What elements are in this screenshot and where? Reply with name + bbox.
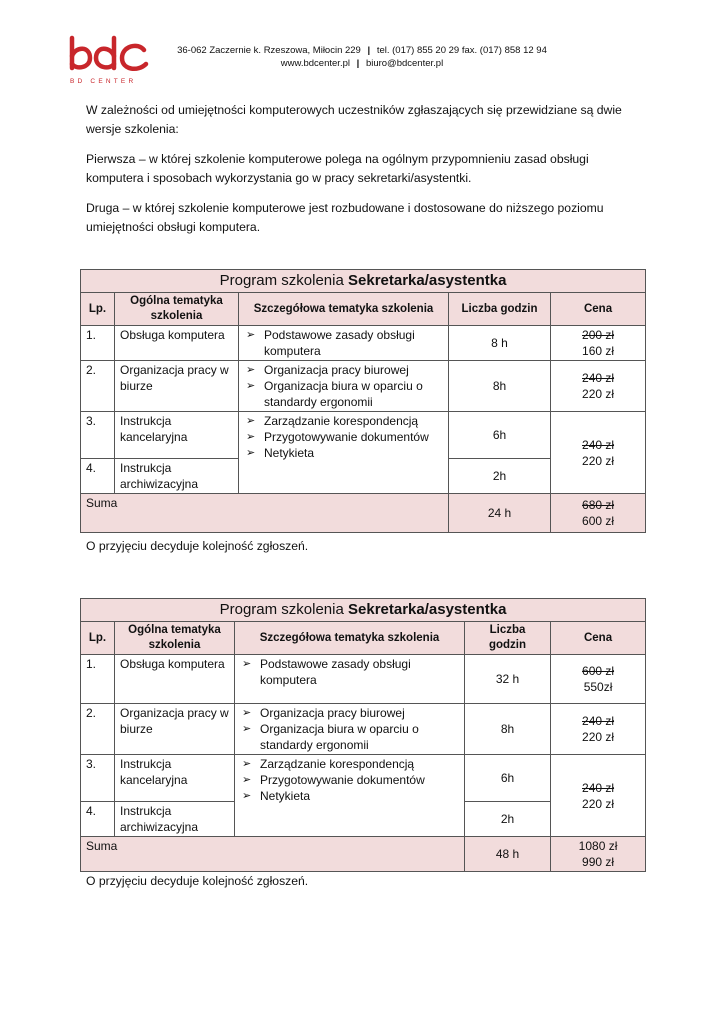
row-general: Instrukcja archiwizacyjna	[115, 802, 235, 837]
sum-hours: 48 h	[465, 837, 551, 872]
row-hours: 2h	[465, 802, 551, 837]
detail-item: ➢ Zarządzanie korespondencją	[240, 756, 459, 772]
table1-note: O przyjęciu decyduje kolejność zgłoszeń.	[86, 539, 309, 553]
header-general: Ogólna tematyka szkolenia	[115, 293, 239, 326]
row-price	[551, 361, 646, 412]
row-details	[235, 755, 465, 837]
new-price: 220 zł	[582, 796, 615, 811]
row-general: Obsługa komputera	[115, 326, 239, 361]
table-row	[81, 326, 646, 361]
header-lp: Lp.	[81, 293, 115, 326]
row-general: Organizacja pracy w biurze	[115, 704, 235, 755]
row-general: Instrukcja kancelaryjna	[115, 755, 235, 802]
row-lp: 3.	[81, 412, 115, 459]
row-lp: 2.	[81, 361, 115, 412]
row-lp: 1.	[81, 326, 115, 361]
separator: |	[367, 45, 371, 56]
row-price	[551, 755, 646, 837]
detail-item: ➢ Przygotowywanie dokumentów	[244, 429, 443, 445]
table-title: Program szkolenia Sekretarka/asystentka	[81, 270, 646, 293]
logo-subtitle: BD CENTER	[70, 78, 137, 85]
company-address: 36-062 Zaczernie k. Rzeszowa, Miłocin 229	[177, 45, 361, 56]
row-general: Obsługa komputera	[115, 655, 235, 704]
company-contact	[162, 44, 562, 70]
program-table-1	[80, 269, 646, 533]
row-hours: 6h	[465, 755, 551, 802]
bdc-logo-mark	[68, 34, 152, 76]
table-row	[81, 755, 646, 802]
row-details	[239, 326, 449, 361]
detail-item: ➢ Organizacja pracy biurowej	[240, 705, 459, 721]
row-hours: 8h	[465, 704, 551, 755]
sum-row	[81, 494, 646, 533]
header-detailed: Szczegółowa tematyka szkolenia	[235, 622, 465, 655]
header-price: Cena	[551, 622, 646, 655]
row-price	[551, 704, 646, 755]
detail-item: ➢ Organizacja biura w oparciu o standardy ergonomii	[244, 378, 443, 410]
old-price: 240 zł	[582, 437, 615, 452]
row-hours: 2h	[449, 459, 551, 494]
old-price: 200 zł	[582, 328, 615, 342]
header-hours: Liczba godzin	[449, 293, 551, 326]
row-price	[551, 655, 646, 704]
detail-item: ➢ Podstawowe zasady obsługi komputera	[244, 327, 443, 359]
sum-label: Suma	[81, 494, 449, 533]
table-row	[81, 704, 646, 755]
new-price: 600 zł	[582, 514, 615, 528]
row-details	[235, 704, 465, 755]
detail-item: ➢ Przygotowywanie dokumentów	[240, 772, 459, 788]
sum-label: Suma	[81, 837, 465, 872]
detail-item: ➢ Podstawowe zasady obsługi komputera	[240, 656, 459, 688]
table-title: Program szkolenia Sekretarka/asystentka	[81, 599, 646, 622]
header-hours: Liczba godzin	[465, 622, 551, 655]
intro-text	[86, 101, 646, 248]
row-lp: 4.	[81, 802, 115, 837]
contact-line-1	[162, 44, 562, 57]
detail-item: ➢ Netykieta	[240, 788, 459, 804]
sum-price-line-2: 990 zł	[582, 855, 615, 869]
new-price: 220 zł	[582, 387, 615, 401]
row-general: Instrukcja archiwizacyjna	[115, 459, 239, 494]
row-details	[239, 412, 449, 494]
header-detailed: Szczegółowa tematyka szkolenia	[239, 293, 449, 326]
detail-item: ➢ Netykieta	[244, 445, 443, 461]
new-price: 220 zł	[582, 453, 615, 468]
new-price: 550zł	[583, 680, 613, 694]
bd-center-logo	[68, 34, 152, 88]
row-general: Organizacja pracy w biurze	[115, 361, 239, 412]
detail-item: ➢ Organizacja biura w oparciu o standardy ergonomii	[240, 721, 459, 753]
sum-price	[551, 837, 646, 872]
old-price: 240 zł	[582, 371, 615, 385]
new-price: 220 zł	[582, 730, 615, 744]
contact-line-2	[162, 57, 562, 70]
old-price: 240 zł	[582, 780, 615, 795]
sum-row	[81, 837, 646, 872]
row-hours: 6h	[449, 412, 551, 459]
sum-hours: 24 h	[449, 494, 551, 533]
company-phone: tel. (017) 855 20 29 fax. (017) 858 12 94	[376, 45, 547, 56]
header-lp: Lp.	[81, 622, 115, 655]
row-price	[551, 412, 646, 494]
header-price: Cena	[551, 293, 646, 326]
row-lp: 3.	[81, 755, 115, 802]
table-row	[81, 361, 646, 412]
old-price: 600 zł	[582, 664, 615, 678]
detail-item: ➢ Organizacja pracy biurowej	[244, 362, 443, 378]
row-lp: 4.	[81, 459, 115, 494]
sum-price-line-1: 1080 zł	[578, 839, 618, 853]
company-email-link[interactable]: biuro@bdcenter.pl	[365, 58, 444, 69]
program-table-2	[80, 598, 646, 872]
row-lp: 2.	[81, 704, 115, 755]
row-details	[239, 361, 449, 412]
new-price: 160 zł	[582, 344, 615, 358]
row-details	[235, 655, 465, 704]
intro-paragraph-1: W zależności od umiejętności komputerowych uczestników zgłaszających się przewidziane są dwie wersje szkolenia:	[86, 103, 622, 136]
header-general: Ogólna tematyka szkolenia	[115, 622, 235, 655]
row-hours: 32 h	[465, 655, 551, 704]
sum-price	[551, 494, 646, 533]
separator: |	[356, 58, 360, 69]
old-price: 680 zł	[582, 498, 615, 512]
row-general: Instrukcja kancelaryjna	[115, 412, 239, 459]
table-row	[81, 655, 646, 704]
row-lp: 1.	[81, 655, 115, 704]
table2-note: O przyjęciu decyduje kolejność zgłoszeń.	[86, 874, 309, 888]
old-price: 240 zł	[582, 714, 615, 728]
detail-item: ➢ Zarządzanie korespondencją	[244, 413, 443, 429]
intro-paragraph-2: Pierwsza – w której szkolenie komputerowe polega na ogólnym przypomnieniu zasad obsługi komputera i sposobach wykorzystania go w pracy sekretarki/asystentki.	[86, 152, 589, 185]
row-hours: 8 h	[449, 326, 551, 361]
company-website-link[interactable]: www.bdcenter.pl	[280, 58, 350, 69]
row-hours: 8h	[449, 361, 551, 412]
intro-paragraph-3: Druga – w której szkolenie komputerowe jest rozbudowane i dostosowane do niższego poziomu umiejętności obsługi komputera.	[86, 201, 604, 234]
row-price	[551, 326, 646, 361]
table-row	[81, 412, 646, 459]
